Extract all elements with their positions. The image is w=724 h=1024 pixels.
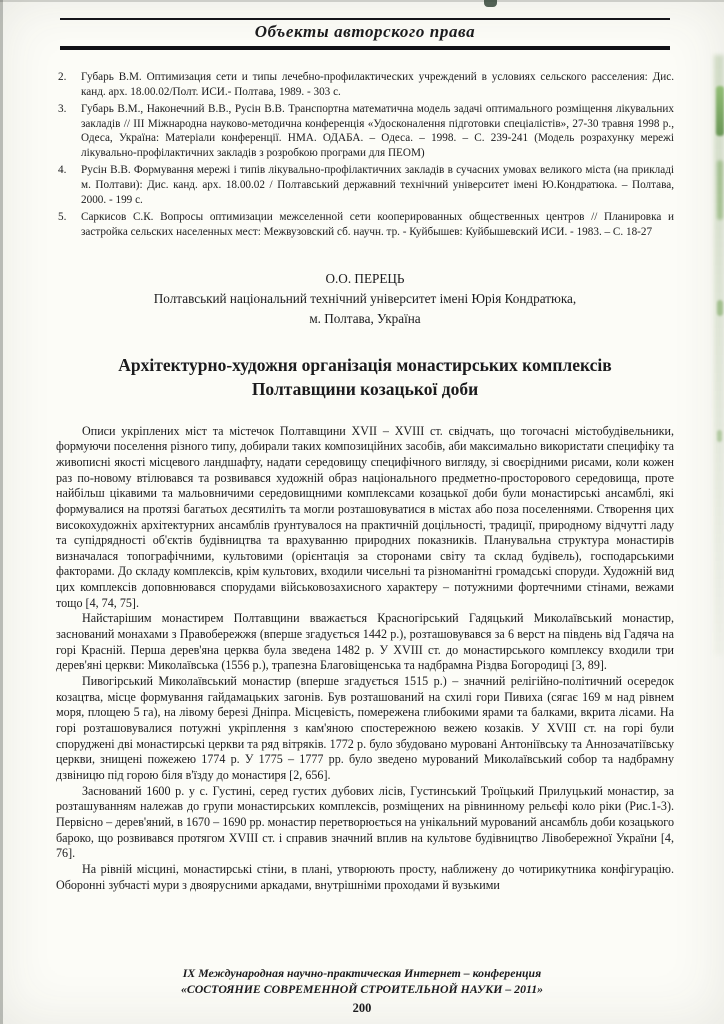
scan-edge-shadow [0,0,3,1024]
reference-list [56,70,674,239]
reference-text: Русін В.В. Формування мережі і типів лікувально-профілактичних закладів в сучасних умовах великого міста (на прикладі м. Полтави): Дис. канд. арх. 18.00.02 / Полтавський державний технічний університет імені Ю.Кондратюка. – Полтава, 2000. - 199 с. [81,164,674,206]
body-paragraph: На рівній місцині, монастирські стіни, в плані, утворюють просту, наближену до чотирикутника конфігурацію. Оборонні зубчасті мури з двоярусними аркадами, внутрішніми проходами й вузькими [56,861,674,892]
reference-text: Губарь В.М. Оптимизация сети и типы лечебно-профилактических учреждений в условиях сельского расселения: Дис. канд. арх. 18.00.02/Полт. ИСИ.- Полтава, 1989. - 303 с. [81,71,674,98]
article-body [56,424,674,894]
section-header-title: Объекты авторского права [254,22,476,41]
reference-text: Губарь В.М., Наконечний В.В., Русін В.В. Транспортна математична модель задачі оптимального розміщення лікувальних закладів // ІІІ Міжнародна науково-методична конференція «Удосконалення підготовки спеціалістів», 27-30 травня 1998 р., Одеса, Україна: Матеріали конференції. НМА. ОДАБА. – Одеса. – 1998. – С. 239-241 (Модель розрахунку мережі лікувально-профілактичних закладів з розробкою програми для ПЕОМ) [81,103,674,159]
scan-edge-shadow-top [0,0,724,2]
reference-number: 5. [58,211,67,224]
article-title: Архітектурно-художня організація монастирських комплексів Полтавщини козацької доби [118,354,612,400]
reference-item [56,102,674,160]
reference-item [56,163,674,207]
header-banner [60,18,670,50]
affiliation-line-2: м. Полтава, Україна [309,310,421,326]
reference-item [56,210,674,239]
reference-text: Саркисов С.К. Вопросы оптимизации межселенной сети кооперированных общественных центров // Планировка и застройка сельских населенных мест: Межвузовский сб. научн. тр. - Куйбышев: Куйбышевский ИСИ. - 1983. – С. 18-27 [81,211,674,238]
body-paragraph: Заснований 1600 р. у с. Густині, серед густих дубових лісів, Густинський Троїцький Прилуцький монастир, за розташуванням належав до групи монастирських комплексів, розміщених на рівнинному рельєфі коло ріки (Рис.1-3). Первісно – дерев'яний, в 1670 – 1690 рр. монастир перетворюється на унікальний мурований ансамбль доби козацького бароко, що розвивався протягом XVIII ст. і справив значний вплив на культове будівництво Лівобережної України [4, 76]. [56,783,674,861]
conference-name-line-1: ІХ Международная научно-практическая Интернет – конференция [182,965,542,980]
page-footer [0,965,724,1016]
reference-item [56,70,674,99]
reference-number: 3. [58,103,67,116]
reference-number: 2. [58,71,67,83]
body-paragraph: Пивогірський Миколаївський монастир (вперше згадується 1515 р.) – значний релігійно-політичний осередок козацтва, місце формування гайдамацьких загонів. Був розташований на схилі гори Пивиха (сягає 169 м над рівнем моря, площею 5 га), на лівому березі Дніпра. Місцевість, помережена глибокими ярами та балками, вкрита лісами. На горі розташовувалися потужні укріплення з кам'яною спостережною вежею козаків. У XVIII ст. на горі були споруджені дві монастирські церкви та ряд вітряків. 1772 р. було збудовано муровані Антоніївську та Аннозачатіївську церкви, знищені пожежею 1774 р. У 1775 – 1777 рр. було зведено мурований Миколаївський собор та надбрамну дзвіницю під горою біля в'їзду до монастиря [2, 656]. [56,674,674,783]
affiliation-line-1: Полтавський національний технічний університет імені Юрія Кондратюка, [153,290,577,306]
page-number: 200 [352,1001,372,1015]
byline [56,269,674,328]
body-paragraph: Найстарішим монастирем Полтавщини вважається Красногірський Гадяцький Миколаївський монастир, заснований монахами з Правобережжя (вперше згадується 1442 р.), розташовувався за 6 верст на південь від Гадяча на горі Красній. Перша дерев'яна церква була зведена 1482 р. У XVIII ст. до монастирського комплексу входили три дерев'яні церкви: Миколаївська (1556 р.), трапезна Благовіщенська та надбрамна Різдва Богородиці [3, 89]. [56,611,674,673]
reference-number: 4. [58,164,67,177]
conference-name-line-2: «СОСТОЯНИЕ СОВРЕМЕННОЙ СТРОИТЕЛЬНОЙ НАУКИ – 2011» [180,982,544,997]
body-paragraph: Описи укріплених міст та містечок Полтавщини XVII – XVIII ст. свідчать, що тогочасні містобудівельники, формуючи поселення різного типу, добирали таких композиційних засобів, аби максимально використати специфіку та живописні якості місцевого ландшафту, надати середовищу специфічного вигляду, зі своєрідними рисами, коли кожен раз по-новому втілювався та розвивався художній образ національного предметно-просторового середовища, проте найбільш цікавими та мальовничими середовищними комплексами козацької доби були монастирські ансамблі, які формувалися на протязі багатьох десятиліть та могли розташовуватися в містах або поза поселеннями. Створення цих високохудожніх архітектурних ансамблів ґрунтувалося на практичній доцільності, традиції, природному відчутті ладу та супідрядності об'єктів будівництва та врахуванню природних показників. Планувальна структура монастирів визначалася топографічними, культовими (орієнтація за сторонами світу та склад будівель), господарськими факторами. До складу комплексів, крім культових, входили чисельні та різноманітні громадські споруди. Художній вид цих комплексів доповнювався спорудами військовозахисного характеру – потужними фортечними стінами, вежами тощо [4, 74, 75]. [56,423,674,610]
author-name: О.О. ПЕРЕЦЬ [325,271,405,287]
